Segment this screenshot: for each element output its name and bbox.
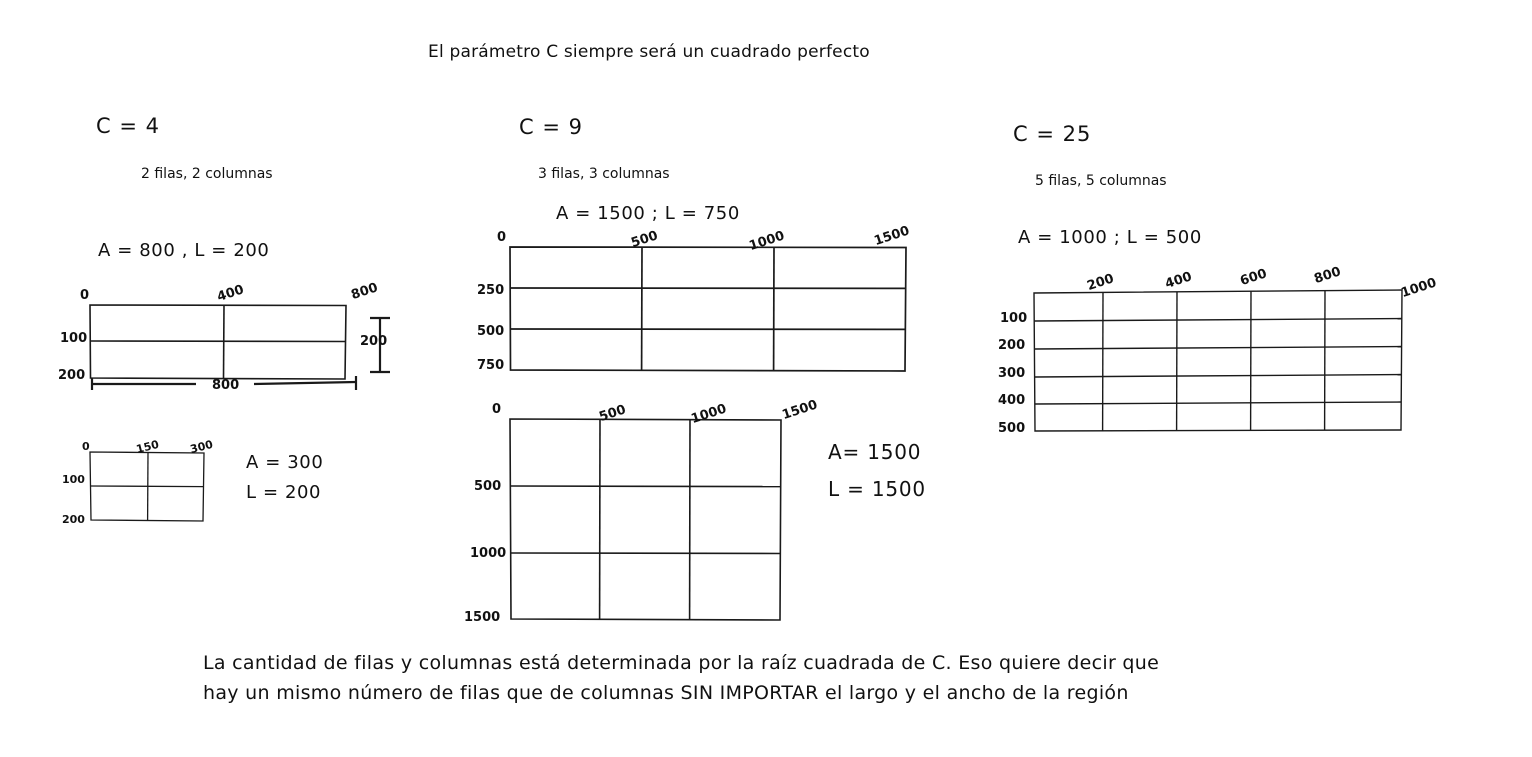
ytick-c25-100: 100: [1000, 311, 1028, 326]
xtick-c4-1-0: 0: [80, 288, 90, 303]
side-label-c4-2-area: A = 300: [246, 452, 324, 473]
side-label-c4-2-length: L = 200: [246, 482, 322, 503]
ytick-c25-300: 300: [998, 366, 1026, 381]
xtick-c25-200: 200: [1085, 271, 1116, 294]
ytick-c9-2-500: 500: [474, 479, 502, 494]
annotation-c4-grid1: A = 800 , L = 200: [98, 240, 270, 261]
dimension-lines-c4-1-svg: [88, 300, 398, 395]
ytick-c9-1-500: 500: [477, 324, 505, 339]
xtick-c9-2-500: 500: [597, 402, 628, 425]
xtick-c25-800: 800: [1312, 264, 1343, 287]
xtick-c9-1-0: 0: [497, 230, 507, 245]
grid-c4-2: [88, 450, 206, 523]
annotation-c25-grid1: A = 1000 ; L = 500: [1018, 227, 1202, 248]
ytick-c9-1-750: 750: [477, 358, 505, 373]
xtick-c9-1-1500: 1500: [872, 223, 912, 249]
side-label-c9-2-area: A= 1500: [828, 440, 922, 464]
xtick-c4-2-300: 300: [188, 437, 215, 456]
xtick-c4-2-150: 150: [134, 437, 161, 456]
case-subtitle-c25: 5 filas, 5 columnas: [1035, 173, 1167, 189]
grid-c25-1: [1032, 288, 1404, 433]
grid-c9-2-svg: [508, 417, 783, 622]
case-title-c9: C = 9: [519, 115, 583, 139]
case-title-c4: C = 4: [96, 114, 160, 138]
side-label-c9-2-length: L = 1500: [828, 477, 926, 501]
annotation-c9-grid1: A = 1500 ; L = 750: [556, 203, 740, 224]
grid-c25-1-svg: [1032, 288, 1404, 433]
grid-c9-1: [508, 245, 908, 373]
ytick-c9-2-1000: 1000: [470, 546, 507, 561]
xtick-c4-1-800: 800: [349, 280, 380, 303]
ytick-c25-500: 500: [998, 421, 1026, 436]
ytick-c4-2-200: 200: [62, 513, 85, 526]
footer-line-1: La cantidad de filas y columnas está determinada por la raíz cuadrada de C. Eso quiere decir que: [203, 652, 1160, 674]
xtick-c9-1-1000: 1000: [747, 228, 787, 254]
grid-c4-2-svg: [88, 450, 206, 523]
xtick-c9-1-500: 500: [629, 228, 660, 251]
ytick-c4-2-100: 100: [62, 473, 85, 486]
page-title: El parámetro C siempre será un cuadrado perfecto: [428, 42, 870, 62]
xtick-c25-1000: 1000: [1399, 275, 1439, 301]
case-subtitle-c4: 2 filas, 2 columnas: [141, 166, 273, 182]
ytick-c9-2-1500: 1500: [464, 610, 501, 625]
case-subtitle-c9: 3 filas, 3 columnas: [538, 166, 670, 182]
xtick-c4-2-0: 0: [82, 440, 90, 453]
dimension-lines-c4-1: [88, 300, 398, 395]
xtick-c25-600: 600: [1238, 266, 1269, 289]
ytick-c25-400: 400: [998, 393, 1026, 408]
xtick-c9-2-1000: 1000: [689, 401, 729, 427]
ytick-c25-200: 200: [998, 338, 1026, 353]
grid-c9-1-svg: [508, 245, 908, 373]
xtick-c4-1-400: 400: [215, 282, 246, 305]
height-label-c4-1: 200: [360, 334, 388, 349]
xtick-c9-2-1500: 1500: [780, 397, 820, 423]
xtick-c9-2-0: 0: [492, 402, 502, 417]
case-title-c25: C = 25: [1013, 122, 1092, 146]
grid-c9-2: [508, 417, 783, 622]
ytick-c4-1-100: 100: [60, 331, 88, 346]
xtick-c25-400: 400: [1163, 269, 1194, 292]
width-label-c4-1: 800: [212, 378, 240, 393]
footer-line-2: hay un mismo número de filas que de columnas SIN IMPORTAR el largo y el ancho de la región: [203, 682, 1129, 704]
ytick-c4-1-200: 200: [58, 368, 86, 383]
ytick-c9-1-250: 250: [477, 283, 505, 298]
